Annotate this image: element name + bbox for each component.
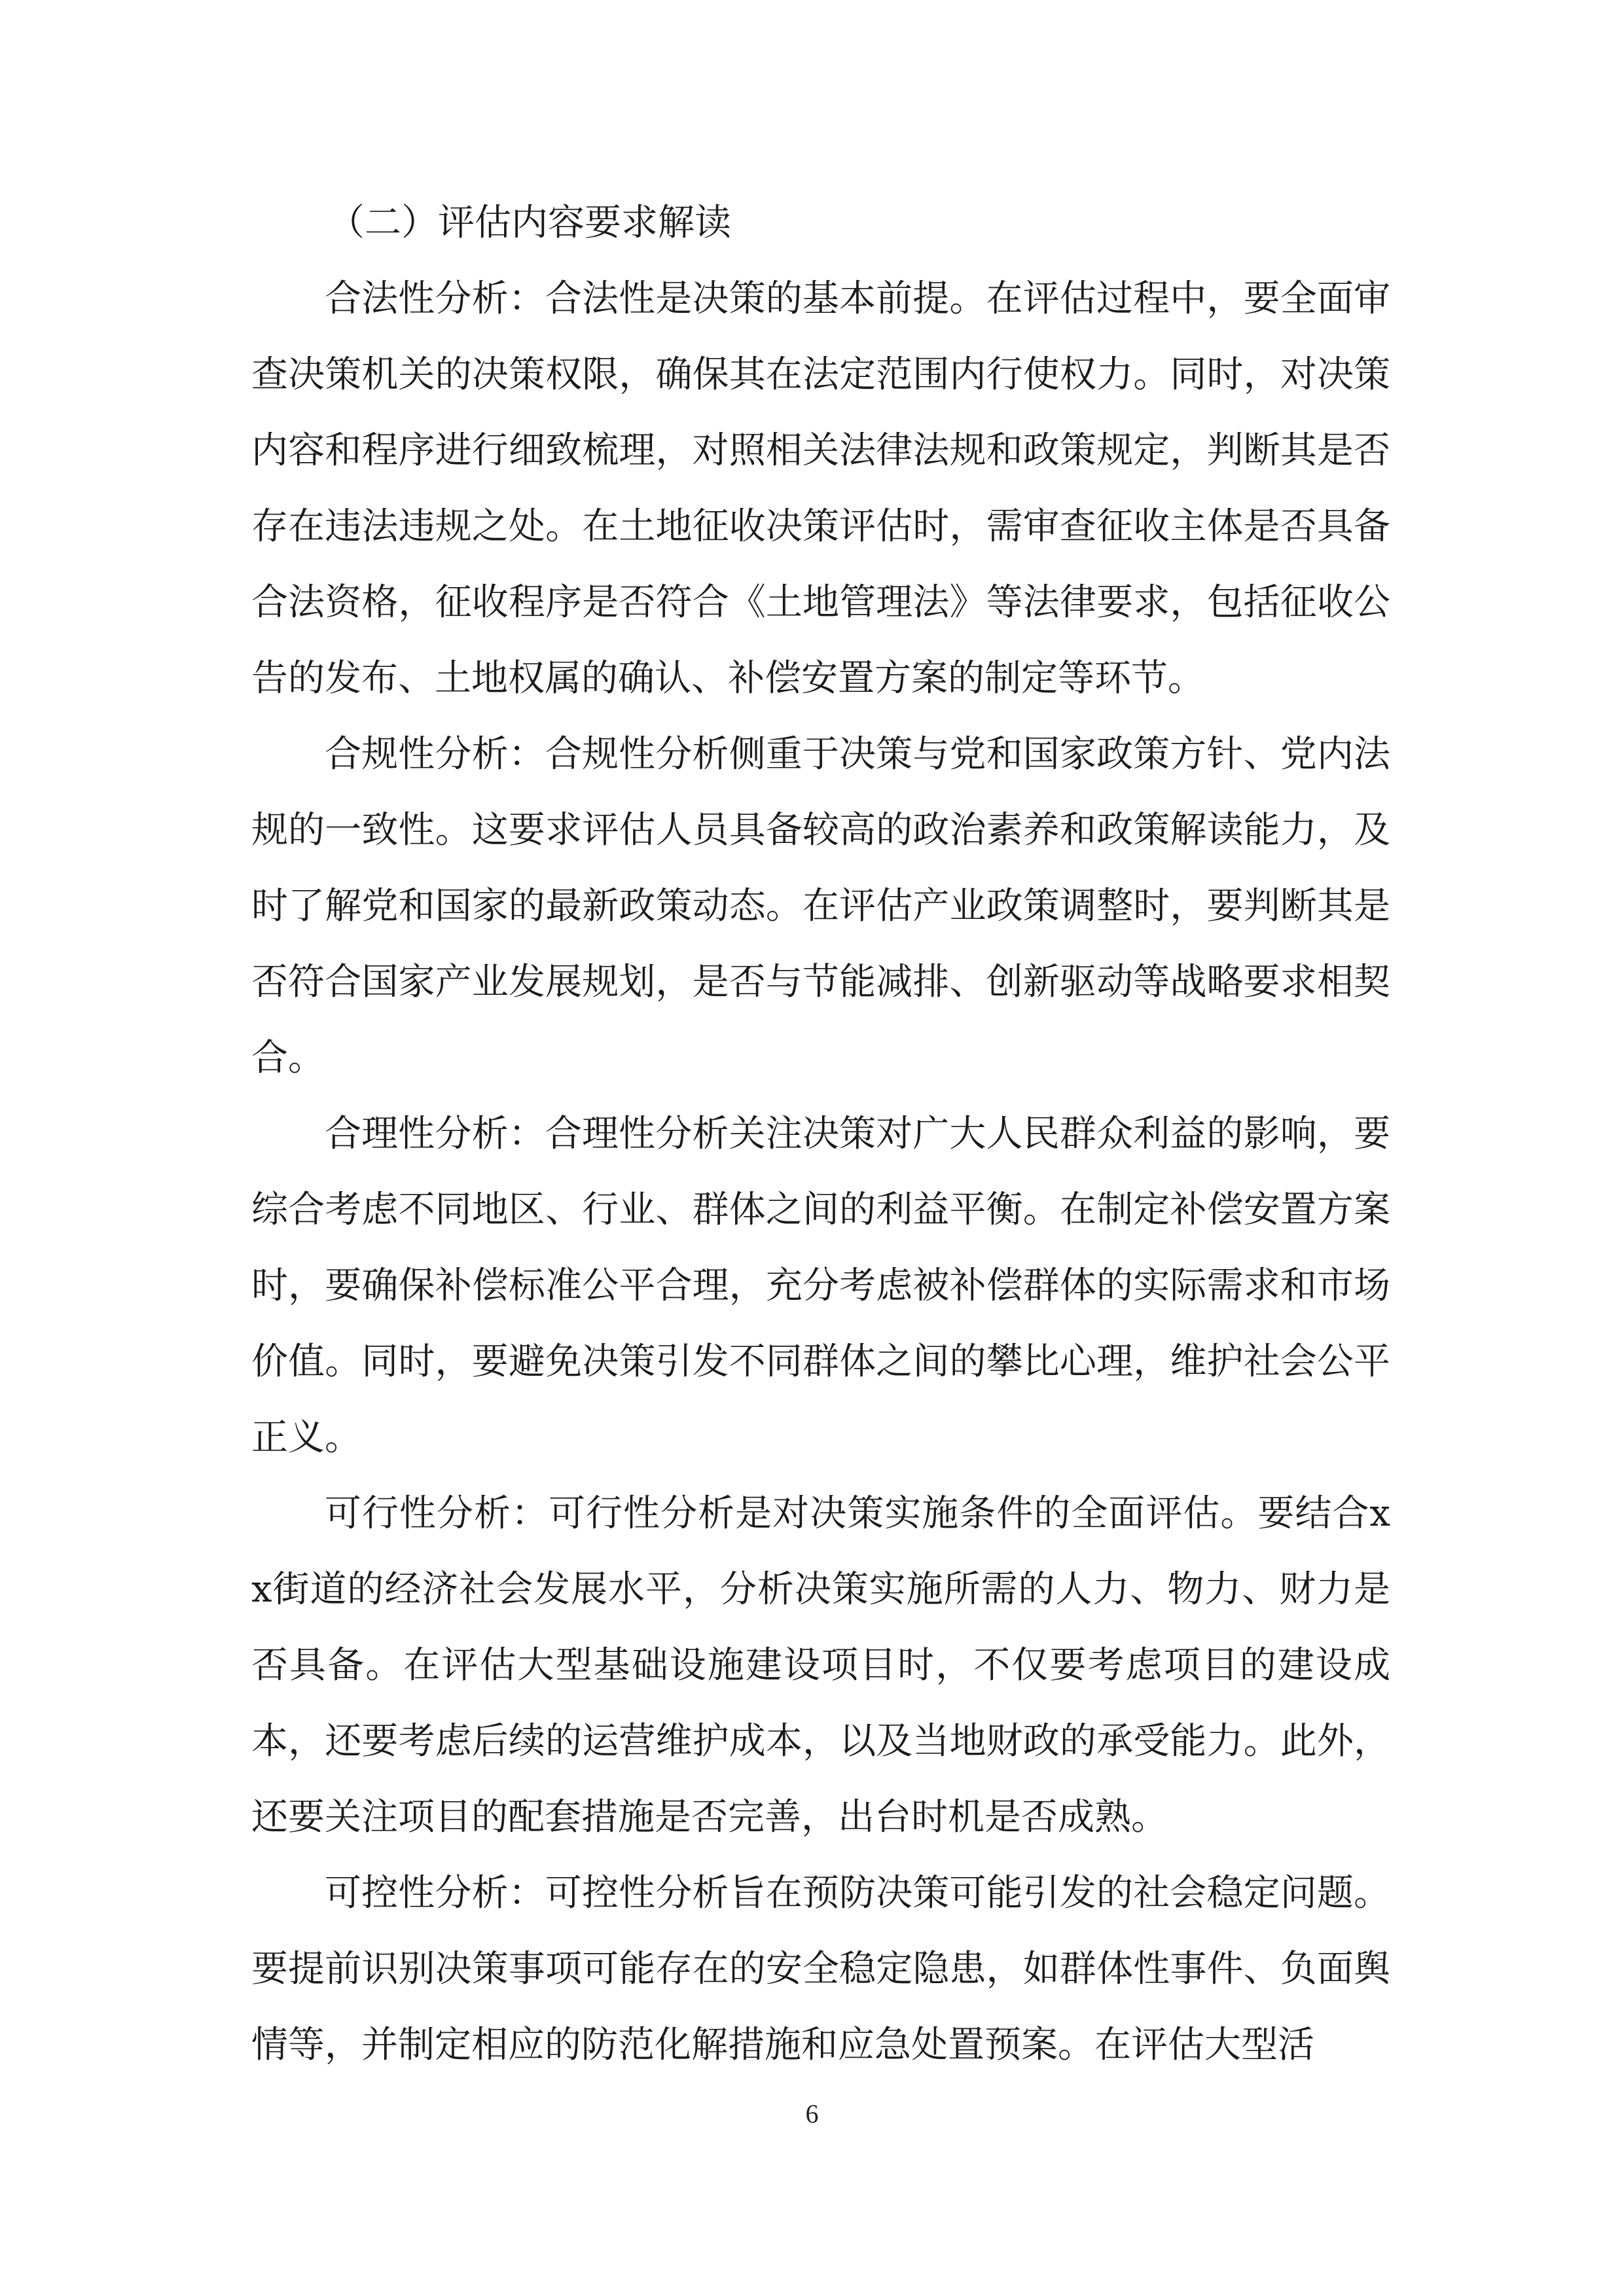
paragraph-rationality: 合理性分析：合理性分析关注决策对广大人民群众利益的影响，要综合考虑不同地区、行业、群体之间的利益平衡。在制定补偿安置方案时，要确保补偿标准公平合理，充分考虑被补偿群体的实际需求和市场价值。同时，要避免决策引发不同群体之间的攀比心理，维护社会公平正义。	[251, 1113, 1390, 1459]
paragraph-feasibility: 可行性分析：可行性分析是对决策实施条件的全面评估。要结合xx街道的经济社会发展水平，分析决策实施所需的人力、物力、财力是否具备。在评估大型基础设施建设项目时，不仅要考虑项目的建设成本，还要考虑后续的运营维护成本，以及当地财政的承受能力。此外，还要关注项目的配套措施是否完善，出台时机是否成熟。	[251, 1492, 1390, 1839]
paragraph-compliance: 合规性分析：合规性分析侧重于决策与党和国家政策方针、党内法规的一致性。这要求评估人员具备较高的政治素养和政策解读能力，及时了解党和国家的最新政策动态。在评估产业政策调整时，要判断其是否符合国家产业发展规划，是否与节能减排、创新驱动等战略要求相契合。	[251, 733, 1390, 1079]
page-number: 6	[805, 2099, 819, 2128]
paragraph-legality: 合法性分析：合法性是决策的基本前提。在评估过程中，要全面审查决策机关的决策权限，确保其在法定范围内行使权力。同时，对决策内容和程序进行细致梳理，对照相关法律法规和政策规定，判断其是否存在违法违规之处。在土地征收决策评估时，需审查征收主体是否具备合法资格，征收程序是否符合《土地管理法》等法律要求，包括征收公告的发布、土地权属的确认、补偿安置方案的制定等环节。	[251, 278, 1390, 700]
paragraph-controllability: 可控性分析：可控性分析旨在预防决策可能引发的社会稳定问题。要提前识别决策事项可能存在的安全稳定隐患，如群体性事件、负面舆情等，并制定相应的防范化解措施和应急处置预案。在评估大型活	[251, 1872, 1390, 2066]
page-body	[251, 185, 1390, 2083]
section-heading: （二）评估内容要求解读	[328, 202, 731, 244]
